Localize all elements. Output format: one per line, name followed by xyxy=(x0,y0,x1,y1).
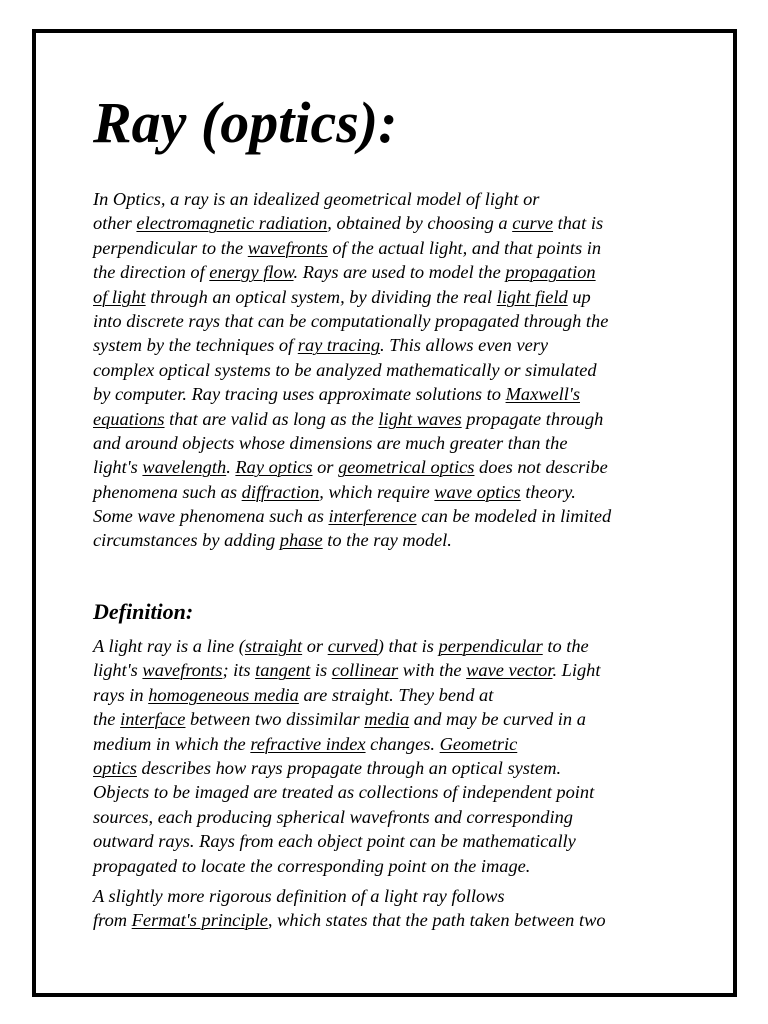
hyperlink[interactable]: wave optics xyxy=(434,481,521,502)
text-segment: does not describe xyxy=(474,457,608,478)
text-line xyxy=(93,683,601,707)
text-segment: rays in xyxy=(93,684,149,705)
fermat-paragraph xyxy=(93,884,606,933)
hyperlink[interactable]: energy flow xyxy=(209,262,294,283)
text-line xyxy=(93,884,606,908)
text-segment: through an optical system, by dividing the real xyxy=(145,286,497,307)
hyperlink[interactable]: interface xyxy=(120,709,186,730)
text-segment: with the xyxy=(398,660,467,681)
text-segment: that are valid as long as the xyxy=(164,408,379,429)
text-segment: from xyxy=(93,910,132,931)
text-segment: the xyxy=(93,709,121,730)
text-line xyxy=(93,480,611,504)
hyperlink[interactable]: wavefronts xyxy=(142,660,223,681)
text-segment: , which require xyxy=(319,481,435,502)
hyperlink[interactable]: electromagnetic radiation xyxy=(136,213,328,234)
text-segment: of the actual light, and that points in xyxy=(327,237,602,258)
text-segment: propagated to locate the corresponding point on the image. xyxy=(93,855,531,876)
text-segment: Objects to be imaged are treated as collections of independent point xyxy=(93,782,595,803)
text-line xyxy=(93,634,601,658)
text-line xyxy=(93,358,611,382)
text-line xyxy=(93,732,601,756)
hyperlink[interactable]: Geometric xyxy=(439,733,518,754)
hyperlink[interactable]: equations xyxy=(93,408,165,429)
hyperlink[interactable]: Ray optics xyxy=(235,457,313,478)
text-segment: sources, each producing spherical wavefronts and corresponding xyxy=(93,806,573,827)
text-line xyxy=(93,333,611,357)
text-segment: A slightly more rigorous definition of a light ray follows xyxy=(93,886,505,906)
text-segment: and may be curved in a xyxy=(409,709,586,730)
definition-heading: Definition: xyxy=(93,599,194,624)
hyperlink[interactable]: Maxwell's xyxy=(505,384,580,405)
text-segment: , which states that the path taken between two xyxy=(267,910,606,931)
text-segment: changes. xyxy=(365,733,440,754)
hyperlink[interactable]: propagation xyxy=(505,262,596,283)
text-line xyxy=(93,780,601,804)
hyperlink[interactable]: wave vector xyxy=(466,660,553,681)
text-line xyxy=(93,211,611,235)
text-segment: the direction of xyxy=(93,262,210,283)
text-segment: can be modeled in limited xyxy=(416,506,612,527)
hyperlink[interactable]: straight xyxy=(244,636,303,656)
text-line xyxy=(93,829,601,853)
hyperlink[interactable]: ray tracing xyxy=(297,335,381,356)
text-line xyxy=(93,431,611,455)
text-line xyxy=(93,854,601,878)
text-line xyxy=(93,187,611,211)
hyperlink[interactable]: interference xyxy=(328,506,417,527)
hyperlink[interactable]: tangent xyxy=(255,660,311,681)
text-segment: other xyxy=(93,213,137,234)
text-segment: between two dissimilar xyxy=(185,709,365,730)
text-line xyxy=(93,285,611,309)
hyperlink[interactable]: Fermat's principle xyxy=(131,910,268,931)
hyperlink[interactable]: perpendicular xyxy=(438,636,543,656)
text-segment: theory. xyxy=(520,481,576,502)
text-segment: by computer. Ray tracing uses approximate solutions to xyxy=(93,384,506,405)
text-segment: circumstances by adding xyxy=(93,530,280,551)
hyperlink[interactable]: media xyxy=(364,709,410,730)
text-segment: light's xyxy=(93,457,143,478)
text-segment: perpendicular to the xyxy=(93,237,248,258)
hyperlink[interactable]: of light xyxy=(93,286,146,307)
text-segment: In Optics, a ray is an idealized geometrical model of light or xyxy=(93,189,540,209)
text-line xyxy=(93,455,611,479)
text-segment: or xyxy=(302,636,328,656)
text-segment: are straight. They bend at xyxy=(298,684,494,705)
text-line xyxy=(93,528,611,552)
text-line xyxy=(93,236,611,260)
hyperlink[interactable]: wavefronts xyxy=(247,237,328,258)
text-segment: or xyxy=(312,457,339,478)
text-segment: to the ray model. xyxy=(322,530,452,551)
text-segment: . Light xyxy=(552,660,601,681)
hyperlink[interactable]: homogeneous media xyxy=(148,684,299,705)
text-line xyxy=(93,707,601,731)
hyperlink[interactable]: curved xyxy=(327,636,378,656)
text-segment: , obtained by choosing a xyxy=(327,213,513,234)
text-line xyxy=(93,658,601,682)
hyperlink[interactable]: curve xyxy=(512,213,554,234)
text-segment: into discrete rays that can be computationally propagated through the xyxy=(93,310,609,331)
text-segment: . Rays are used to model the xyxy=(293,262,506,283)
text-line xyxy=(93,756,601,780)
text-line xyxy=(93,805,601,829)
text-segment: describes how rays propagate through an optical system. xyxy=(136,757,562,778)
hyperlink[interactable]: phase xyxy=(279,530,323,551)
text-line xyxy=(93,407,611,431)
text-segment: medium in which the xyxy=(93,733,251,754)
hyperlink[interactable]: diffraction xyxy=(241,481,320,502)
text-segment: . This allows even very xyxy=(380,335,549,356)
text-line xyxy=(93,309,611,333)
text-segment: A light ray is a line ( xyxy=(93,636,245,656)
text-segment: system by the techniques of xyxy=(93,335,298,356)
hyperlink[interactable]: light field xyxy=(496,286,568,307)
text-line xyxy=(93,260,611,284)
text-segment: phenomena such as xyxy=(93,481,242,502)
text-segment: and around objects whose dimensions are much greater than the xyxy=(93,432,568,453)
intro-paragraph xyxy=(93,187,611,553)
hyperlink[interactable]: geometrical optics xyxy=(338,457,475,478)
hyperlink[interactable]: collinear xyxy=(331,660,399,681)
text-line xyxy=(93,908,606,932)
text-segment: ) that is xyxy=(377,636,439,656)
text-segment: that is xyxy=(553,213,604,234)
hyperlink[interactable]: optics xyxy=(93,757,137,778)
text-segment: up xyxy=(567,286,591,307)
page-title: Ray (optics): xyxy=(93,90,398,155)
text-segment: propagate through xyxy=(461,408,604,429)
text-segment: light's xyxy=(93,660,143,681)
text-segment: complex optical systems to be analyzed mathematically or simulated xyxy=(93,359,597,380)
text-segment: ; its xyxy=(222,660,256,681)
text-segment: outward rays. Rays from each object point can be mathematically xyxy=(93,831,576,852)
hyperlink[interactable]: light waves xyxy=(378,408,462,429)
hyperlink[interactable]: wavelength xyxy=(142,457,227,478)
definition-paragraph xyxy=(93,634,601,878)
text-line xyxy=(93,382,611,406)
hyperlink[interactable]: refractive index xyxy=(250,733,366,754)
text-segment: Some wave phenomena such as xyxy=(93,506,329,527)
text-segment: to the xyxy=(542,636,589,656)
text-segment: is xyxy=(310,660,332,681)
text-line xyxy=(93,504,611,528)
text-segment: . xyxy=(226,457,236,478)
